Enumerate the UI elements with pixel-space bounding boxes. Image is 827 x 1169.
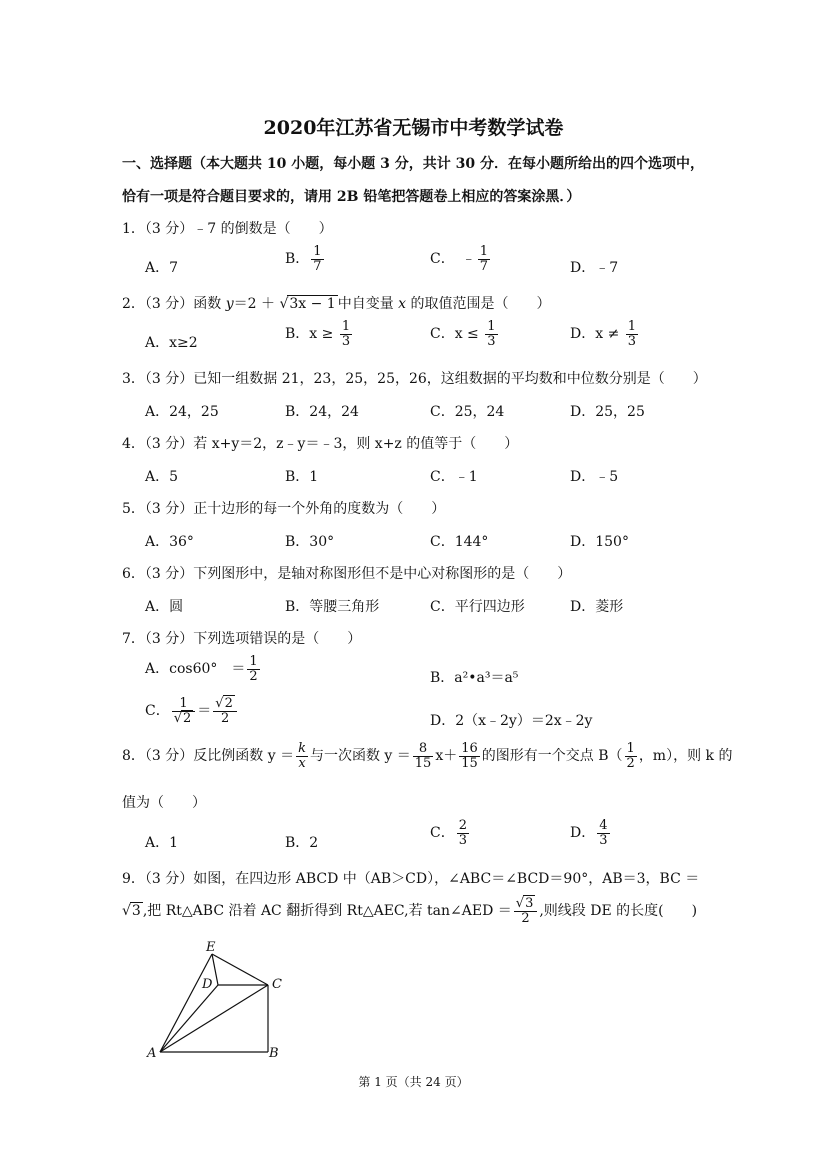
question-8-stem: 8．（3 分）反比例函数 y ＝ $\frac{k}{x}$ 与一次函数 y ＝ $\frac{8}{15}$ x＋ $\frac{16}{15}$ 的图形有一个交点 B（ $\frac{1}{2}$ ，m），则 k 的 (122, 741, 733, 771)
q8-option-b: B．2 (285, 835, 319, 851)
question-2-stem: 2．（3 分）函数 y＝2 ＋ √3x − 1 中自变量 x 的取值范围是（ ） (122, 296, 551, 312)
q6-option-a: A．圆 (145, 599, 184, 615)
q2-option-b: B．x ≥ $\frac{1}{3}$ (285, 319, 351, 349)
segment-ad (160, 985, 218, 1052)
q2-option-a: A．x≥2 (145, 335, 198, 351)
segment-ac (160, 985, 268, 1052)
q7-option-a: A．cos60° ＝ $\frac{1}{2}$ (145, 654, 258, 684)
question-9-line1: 9．（3 分）如图，在四边形 ABCD 中（AB＞CD），∠ABC＝∠BCD＝90°，AB＝3，BC ＝ (122, 871, 700, 887)
page-footer: 第 1 页（共 24 页） (358, 1075, 469, 1089)
q6-option-d: D．菱形 (570, 599, 624, 615)
q3-option-d: D．25，25 (570, 404, 645, 420)
label-c: C (272, 977, 282, 992)
q2-option-d: D．x ≠ $\frac{1}{3}$ (570, 319, 637, 349)
segment-ed (212, 954, 218, 985)
q8-option-c: C． $\frac{2}{3}$ (430, 818, 467, 848)
question-3-stem: 3．（3 分）已知一组数据 21，23，25，25，26，这组数据的平均数和中位数分别是（ ） (122, 371, 707, 387)
q5-option-c: C．144° (430, 534, 489, 550)
label-b: B (269, 1046, 279, 1061)
q8-option-d: D． $\frac{4}{3}$ (570, 818, 608, 848)
question-6-stem: 6．（3 分）下列图形中，是轴对称图形但不是中心对称图形的是（ ） (122, 566, 572, 582)
q1-option-d: D．﹣7 (570, 260, 619, 276)
q2-option-c: C．x ≤ $\frac{1}{3}$ (430, 319, 496, 349)
q1-option-c: C． ﹣ $\frac{1}{7}$ (430, 244, 488, 274)
q5-option-a: A．36° (145, 534, 194, 550)
q3-option-a: A．24，25 (145, 404, 219, 420)
label-e: E (206, 940, 216, 955)
question-8-line2: 值为（ ） (122, 795, 206, 811)
label-a: A (147, 1046, 157, 1061)
q4-option-d: D．﹣5 (570, 469, 619, 485)
q3-option-c: C．25，24 (430, 404, 505, 420)
q5-option-b: B．30° (285, 534, 335, 550)
question-1-stem: 1．（3 分）﹣7 的倒数是（ ） (122, 221, 333, 237)
q7-option-b: B．a²•a³＝a⁵ (430, 670, 519, 686)
q7-option-c: C． $\frac{1}{√2}$ ＝ $\frac{√2}{2}$ (145, 697, 239, 725)
page-title: 2020年江苏省无锡市中考数学试卷 (263, 117, 564, 139)
q6-option-b: B．等腰三角形 (285, 599, 380, 615)
q1-option-a: A．7 (145, 260, 179, 276)
label-d: D (202, 977, 213, 992)
segment-ec (212, 954, 268, 985)
q8-option-a: A．1 (145, 835, 179, 851)
question-5-stem: 5．（3 分）正十边形的每一个外角的度数为（ ） (122, 501, 446, 517)
question-9-line2: √3 ,把 Rt△ABC 沿着 AC 翻折得到 Rt△AEC,若 tan∠AED ＝ $\frac{√3}{2}$ ,则线段 DE 的长度( ) (122, 896, 698, 926)
question-7-stem: 7．（3 分）下列选项错误的是（ ） (122, 631, 362, 647)
q4-option-a: A．5 (145, 469, 179, 485)
segment-ae (160, 954, 212, 1052)
q7-option-d: D．2（x﹣2y）＝2x﹣2y (430, 713, 593, 729)
section-header-line1: 一、选择题（本大题共 10 小题，每小题 3 分，共计 30 分．在每小题所给出的四个选项中， (122, 156, 704, 172)
q3-option-b: B．24，24 (285, 404, 359, 420)
section-header-line2: 恰有一项是符合题目要求的，请用 2B 铅笔把答题卷上相应的答案涂黑．） (122, 189, 581, 205)
question-4-stem: 4．（3 分）若 x+y＝2，z﹣y＝﹣3，则 x+z 的值等于（ ） (122, 436, 519, 452)
q6-option-c: C．平行四边形 (430, 599, 525, 615)
q1-option-b: B． $\frac{1}{7}$ (285, 244, 322, 274)
geometry-figure (138, 935, 298, 1065)
q4-option-b: B．1 (285, 469, 319, 485)
q4-option-c: C．﹣1 (430, 469, 478, 485)
q5-option-d: D．150° (570, 534, 629, 550)
